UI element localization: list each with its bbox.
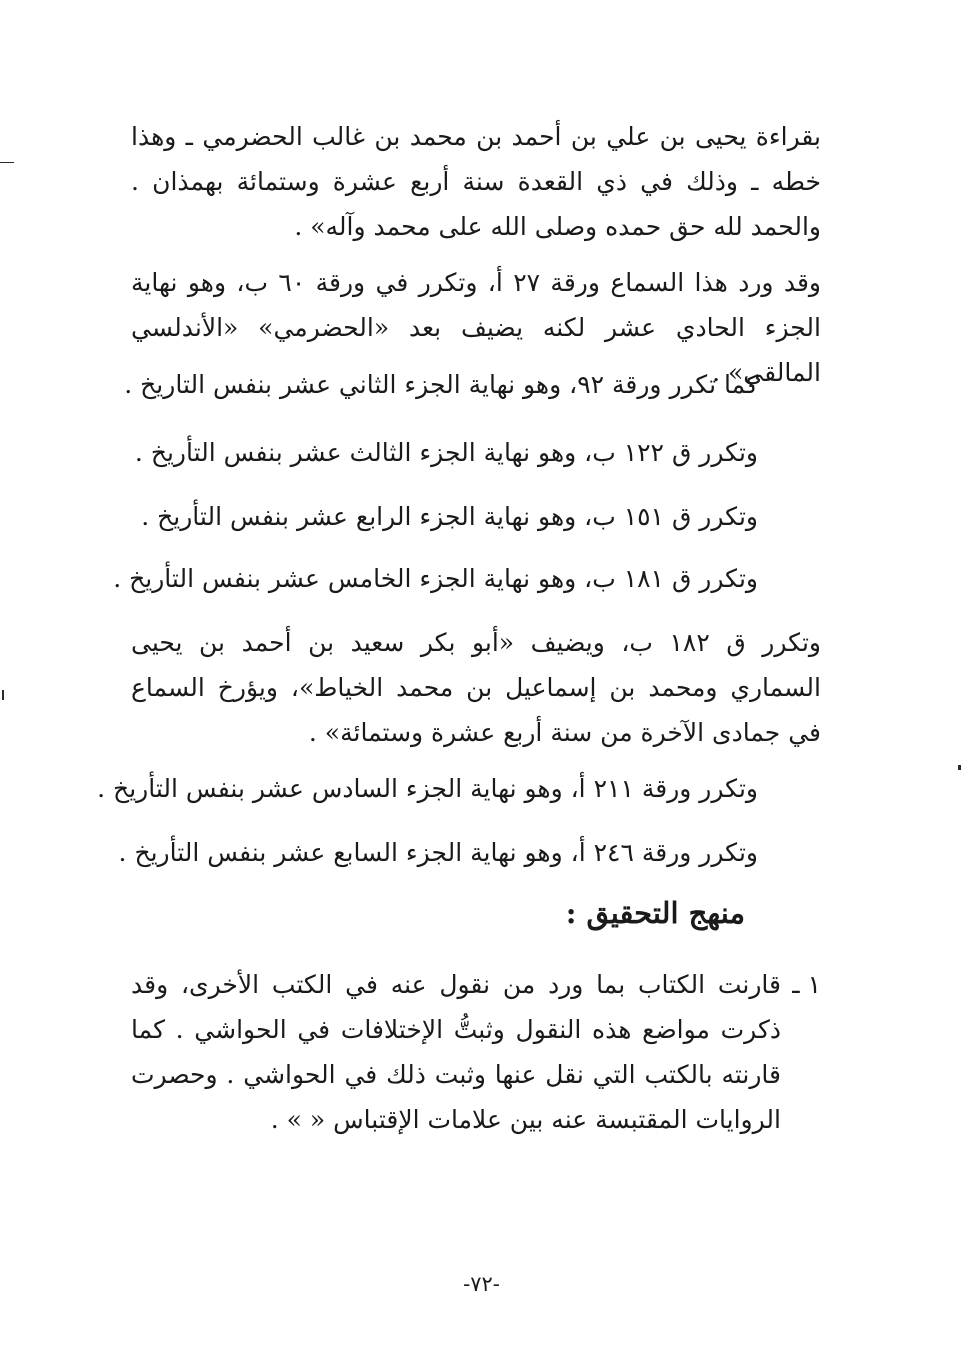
repeat-line-246: وتكرر ورقة ٢٤٦ أ، وهو نهاية الجزء السابع عشر بنفس التأريخ . (118, 838, 758, 867)
scan-mark (958, 765, 961, 770)
repeat-line-181: وتكرر ق ١٨١ ب، وهو نهاية الجزء الخامس عشر بنفس التأريخ . (113, 564, 758, 593)
paragraph-sama-reading: بقراءة يحيى بن علي بن أحمد بن محمد بن غالب الحضرمي ـ وهذا خطه ـ وذلك في ذي القعدة سنة أربع عشرة وستمائة بهمذان . والحمد لله حق حمده وصلى الله على محمد وآله» . (131, 122, 821, 241)
repeat-line-122: وتكرر ق ١٢٢ ب، وهو نهاية الجزء الثالث عشر بنفس التأريخ . (134, 438, 758, 467)
repeat-line-211: وتكرر ورقة ٢١١ أ، وهو نهاية الجزء السادس عشر بنفس التأريخ . (97, 774, 758, 803)
repeat-line-92: كما تكرر ورقة ٩٢، وهو نهاية الجزء الثاني عشر بنفس التاريخ . (124, 370, 758, 399)
section-heading: منهج التحقيق : (565, 896, 745, 930)
paragraph-folio-182: وتكرر ق ١٨٢ ب، ويضيف «أبو بكر سعيد بن أحمد بن يحيى السماري ومحمد بن إسماعيل بن محمد الخياط»، ويؤرخ السماع في جمادى الآخرة من سنة أربع عشرة وستمائة» . (131, 628, 821, 747)
paragraph-folio-27: وقد ورد هذا السماع ورقة ٢٧ أ، وتكرر في ورقة ٦٠ ب، وهو نهاية الجزء الحادي عشر لكنه يضيف بعد «الحضرمي» «الأندلسي المالقي» . (131, 268, 821, 387)
scan-mark (0, 162, 14, 163)
list-text: قارنت الكتاب بما ورد من نقول عنه في الكتب الأخرى، وقد ذكرت مواضع هذه النقول وثبتُّ الإختلافات في الحواشي . كما قارنته بالكتب التي نقل عنها وثبت ذلك في الحواشي . وحصرت الروايات المقتبسة عنه بين علامات الإقتباس « » . (131, 970, 781, 1134)
scan-mark (2, 690, 4, 700)
list-number: ١ ـ (792, 970, 821, 999)
method-item-1 (131, 962, 821, 1142)
repeat-line-151: وتكرر ق ١٥١ ب، وهو نهاية الجزء الرابع عشر بنفس التأريخ . (141, 502, 758, 531)
page-number: -٧٢- (463, 1272, 500, 1296)
